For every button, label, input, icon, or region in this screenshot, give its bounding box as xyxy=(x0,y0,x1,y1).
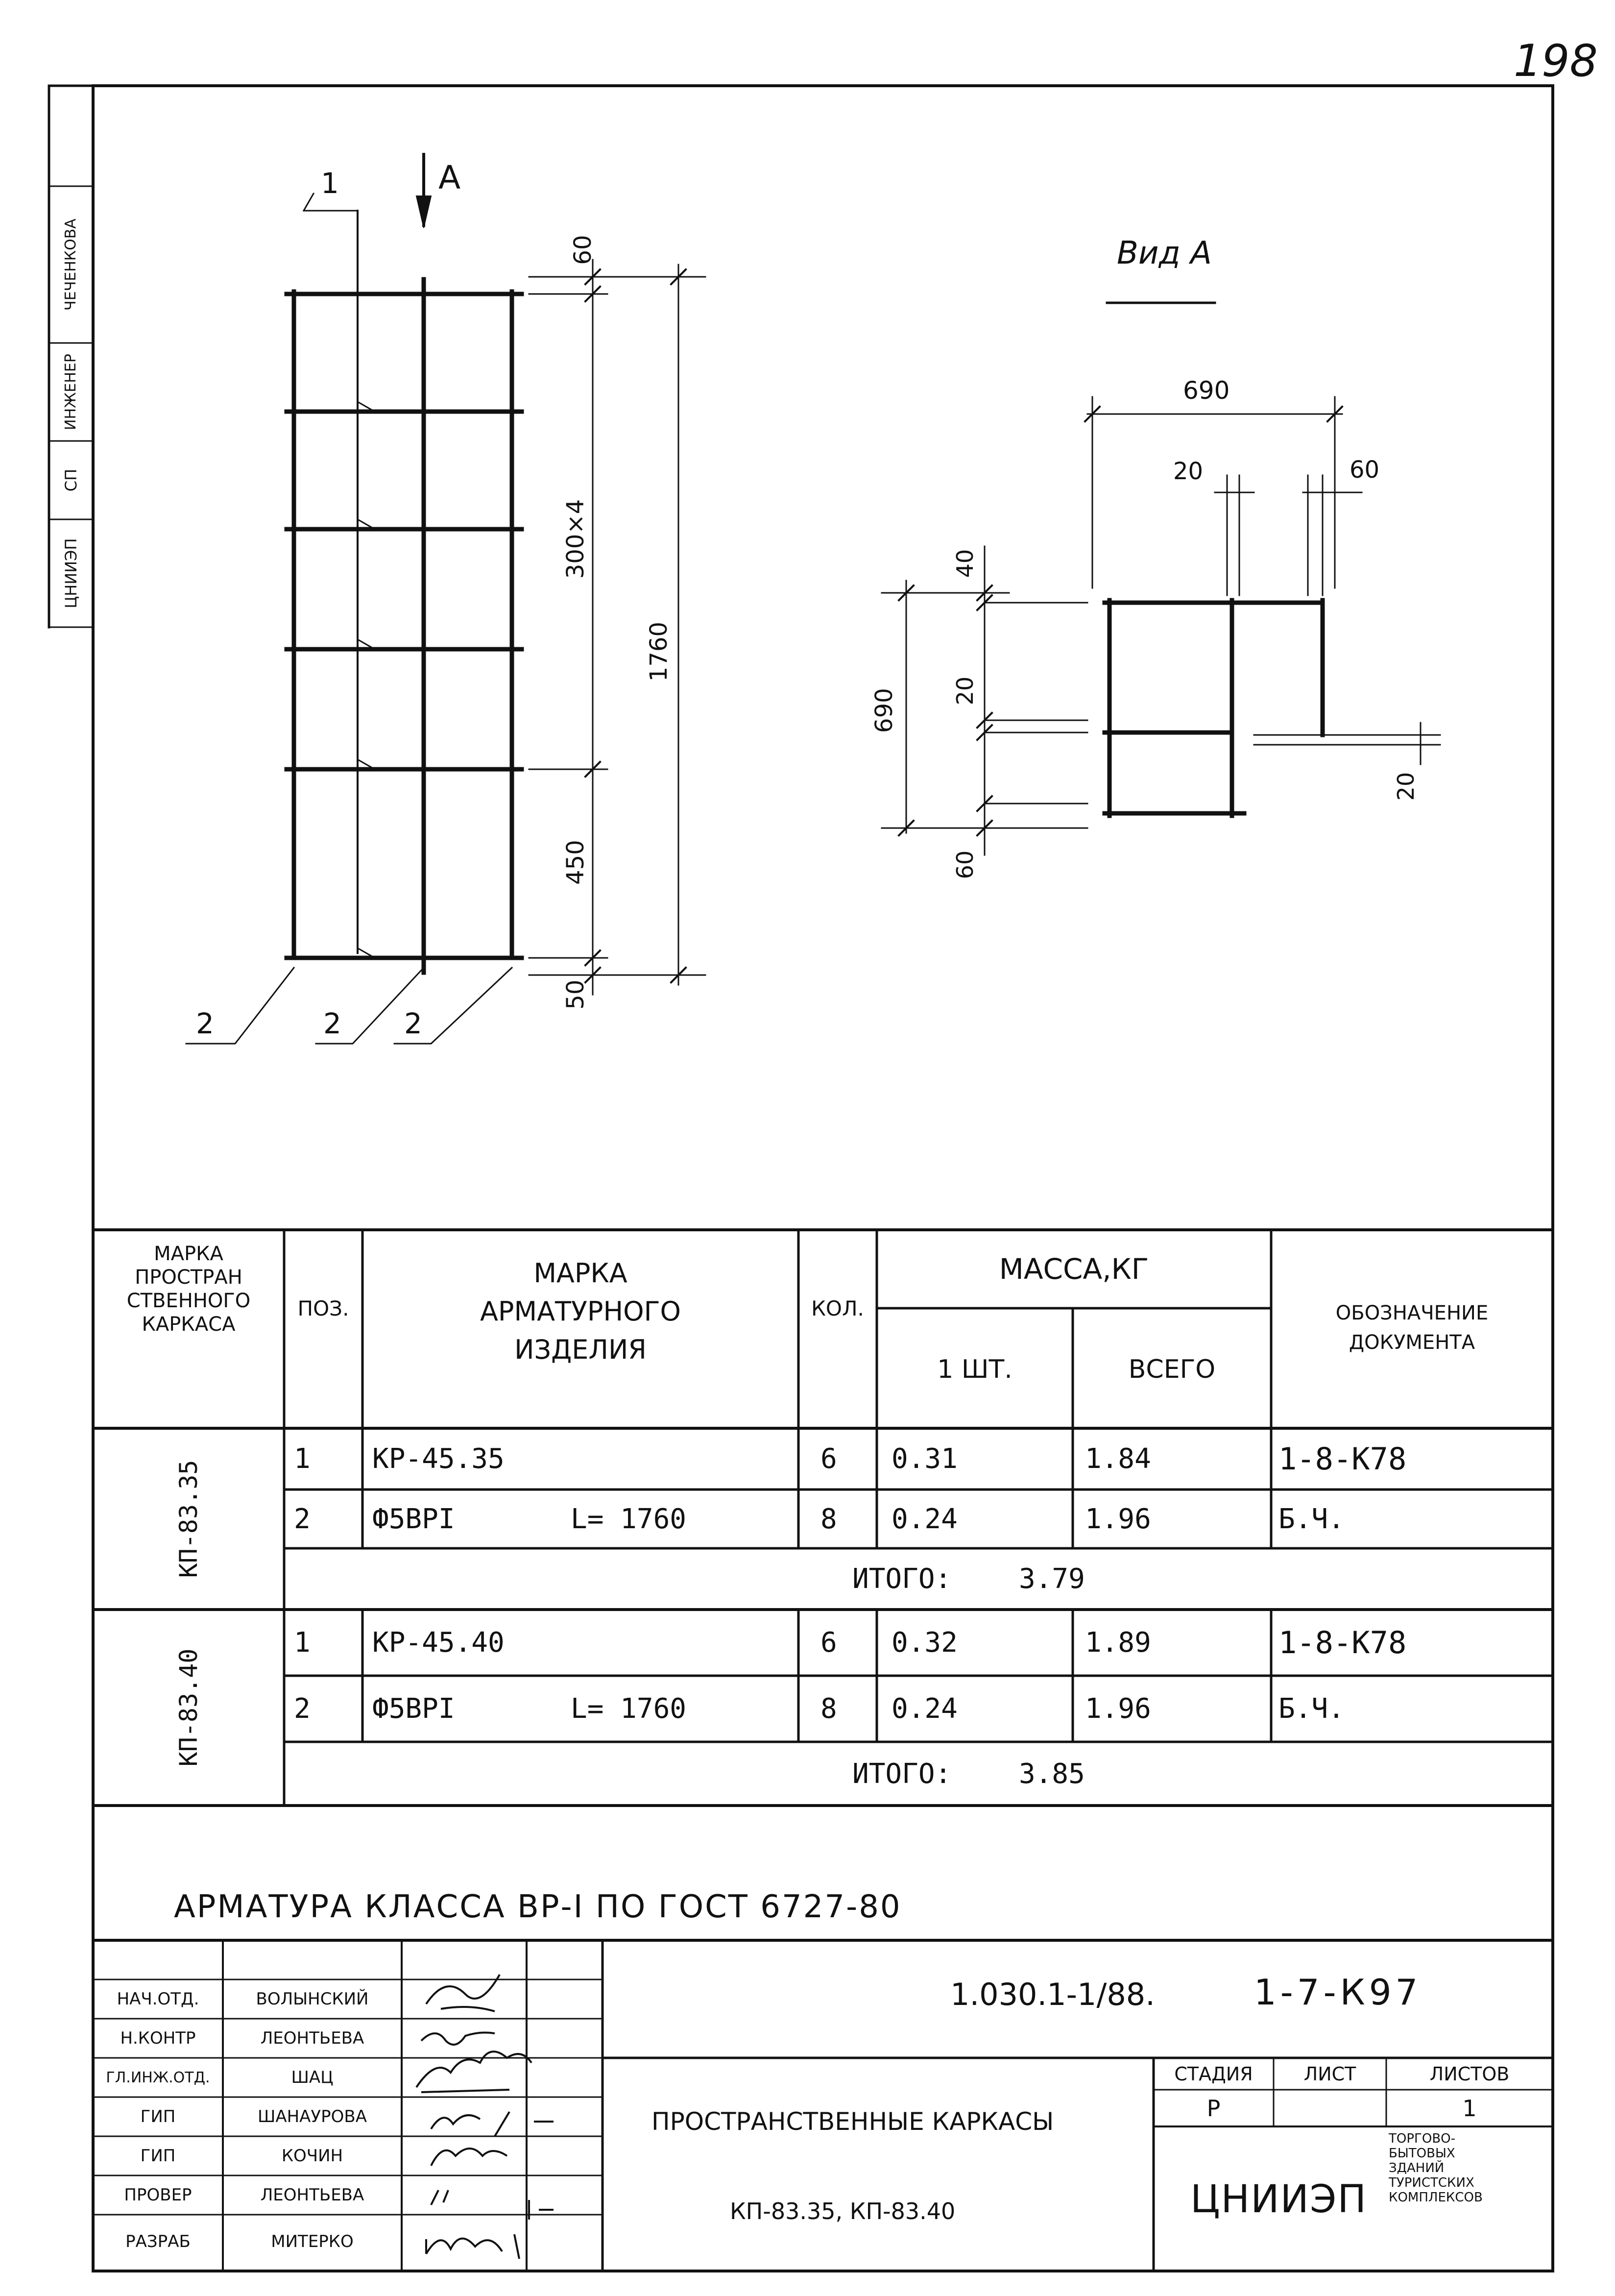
mass-one-cell: 0.24 xyxy=(892,1693,958,1725)
view-a-title: Вид А xyxy=(1117,235,1212,271)
view-marker-label: А xyxy=(438,159,461,196)
name-cell: ЛЕОНТЬЕВА xyxy=(260,2185,364,2205)
document-code: 1.030.1-1/88. xyxy=(950,1977,1155,2012)
mark-cell: КР-45.40 xyxy=(372,1627,505,1659)
header-pos: ПОЗ. xyxy=(297,1296,349,1320)
pos-cell: 1 xyxy=(294,1443,311,1475)
side-stamp-dept: СП xyxy=(62,468,80,492)
qty-cell: 6 xyxy=(820,1443,837,1475)
position-2-label: 2 xyxy=(323,1007,341,1040)
mark-cell: КР-45.35 xyxy=(372,1443,505,1475)
role-cell: ПРОВЕР xyxy=(124,2185,192,2205)
header-frame-mark: МАРКА ПРОСТРАН СТВЕННОГО КАРКАСА xyxy=(126,1243,251,1336)
page-number: 198 xyxy=(1514,35,1598,87)
qty-cell: 6 xyxy=(820,1627,837,1659)
mark-cell: Ф5ВРI xyxy=(372,1693,455,1725)
name-cell: ШАЦ xyxy=(291,2068,334,2087)
sheet-label: ЛИСТ xyxy=(1303,2063,1356,2085)
mark-cell: Ф5ВРI xyxy=(372,1503,455,1535)
mass-total-cell: 1.96 xyxy=(1085,1693,1151,1725)
dim-edge-right: 60 xyxy=(1350,456,1380,484)
side-stamp-name: ЧЕЧЕНКОВА xyxy=(62,219,79,311)
dim-bottom: 50 xyxy=(562,979,589,1010)
doc-cell: Б.Ч. xyxy=(1278,1503,1345,1535)
side-stamp-org: ЦНИИЭП xyxy=(62,538,80,609)
side-stamp-role: ИНЖЕНЕР xyxy=(62,354,79,430)
header-product-mark: МАРКА АРМАТУРНОГО ИЗДЕЛИЯ xyxy=(480,1258,681,1365)
header-mass: МАССА,КГ xyxy=(999,1252,1149,1286)
total-label: ИТОГО: xyxy=(852,1563,952,1595)
dim-top: 60 xyxy=(569,235,597,265)
dim-height: 690 xyxy=(870,688,898,733)
doc-cell: 1-8-К78 xyxy=(1278,1625,1407,1661)
length-cell: L= 1760 xyxy=(571,1693,687,1725)
header-mass-one: 1 ШТ. xyxy=(937,1355,1012,1384)
total-label: ИТОГО: xyxy=(852,1758,952,1790)
sheets-label: ЛИСТОВ xyxy=(1429,2063,1510,2085)
stage-label: СТАДИЯ xyxy=(1174,2063,1253,2085)
mass-total-cell: 1.96 xyxy=(1085,1503,1151,1535)
name-cell: ШАНАУРОВА xyxy=(257,2107,367,2126)
position-1-label: 1 xyxy=(321,167,339,200)
name-cell: ЛЕОНТЬЕВА xyxy=(260,2028,364,2048)
header-qty: КОЛ. xyxy=(811,1296,864,1320)
dim-bottom-gap: 60 xyxy=(952,850,978,879)
mass-total-cell: 1.89 xyxy=(1085,1627,1151,1659)
role-cell: НАЧ.ОТД. xyxy=(117,1989,199,2009)
reinforcement-note: АРМАТУРА КЛАССА ВР-I ПО ГОСТ 6727-80 xyxy=(174,1889,902,1925)
sheet-value xyxy=(1276,2090,1384,2126)
pos-cell: 2 xyxy=(294,1693,311,1725)
doc-cell: Б.Ч. xyxy=(1278,1693,1345,1725)
doc-cell: 1-8-К78 xyxy=(1278,1441,1407,1477)
pos-cell: 2 xyxy=(294,1503,311,1535)
dim-lower: 450 xyxy=(562,840,589,885)
stage-value: Р xyxy=(1206,2095,1221,2122)
total-value: 3.79 xyxy=(1019,1563,1085,1595)
dim-mid-gap: 20 xyxy=(952,676,978,706)
sheets-value: 1 xyxy=(1462,2095,1477,2122)
name-cell: ВОЛЫНСКИЙ xyxy=(256,1989,369,2009)
drawing-subtitle: КП-83.35, КП-83.40 xyxy=(730,2198,956,2224)
organization-detail: ТОРГОВО- БЫТОВЫХ ЗДАНИЙ ТУРИСТСКИХ КОМПЛЕКСОВ xyxy=(1389,2131,1483,2205)
name-cell: МИТЕРКО xyxy=(271,2232,354,2251)
mass-one-cell: 0.32 xyxy=(892,1627,958,1659)
role-cell: ГИП xyxy=(140,2146,176,2166)
pos-cell: 1 xyxy=(294,1627,311,1659)
frame-mark-cell: КП-83.40 xyxy=(174,1648,203,1767)
length-cell: L= 1760 xyxy=(571,1503,687,1535)
mass-one-cell: 0.24 xyxy=(892,1503,958,1535)
mass-one-cell: 0.31 xyxy=(892,1443,958,1475)
role-cell: РАЗРАБ xyxy=(125,2232,191,2251)
qty-cell: 8 xyxy=(820,1503,837,1535)
role-cell: ГИП xyxy=(140,2107,176,2126)
name-cell: КОЧИН xyxy=(281,2146,343,2166)
dim-span: 300×4 xyxy=(562,499,589,579)
frame-mark-cell: КП-83.35 xyxy=(174,1460,203,1578)
dim-gap-left: 20 xyxy=(1173,458,1204,485)
position-2-label: 2 xyxy=(404,1007,422,1040)
mass-total-cell: 1.84 xyxy=(1085,1443,1151,1475)
sheet-code: 1-7-К97 xyxy=(1254,1972,1422,2013)
header-doc: ОБОЗНАЧЕНИЕ ДОКУМЕНТА xyxy=(1335,1302,1489,1354)
header-mass-total: ВСЕГО xyxy=(1128,1355,1216,1384)
dim-top-gap: 40 xyxy=(952,549,978,578)
position-2-label: 2 xyxy=(196,1007,214,1040)
role-cell: Н.КОНТР xyxy=(120,2028,196,2048)
drawing-title: ПРОСТРАНСТВЕННЫЕ КАРКАСЫ xyxy=(651,2107,1054,2136)
role-cell: ГЛ.ИНЖ.ОТД. xyxy=(106,2069,210,2086)
dim-right-gap: 20 xyxy=(1393,772,1419,801)
organization-name: ЦНИИЭП xyxy=(1190,2177,1368,2222)
dim-overall: 1760 xyxy=(645,621,673,682)
total-value: 3.85 xyxy=(1019,1758,1085,1790)
qty-cell: 8 xyxy=(820,1693,837,1725)
dim-width: 690 xyxy=(1183,376,1230,405)
